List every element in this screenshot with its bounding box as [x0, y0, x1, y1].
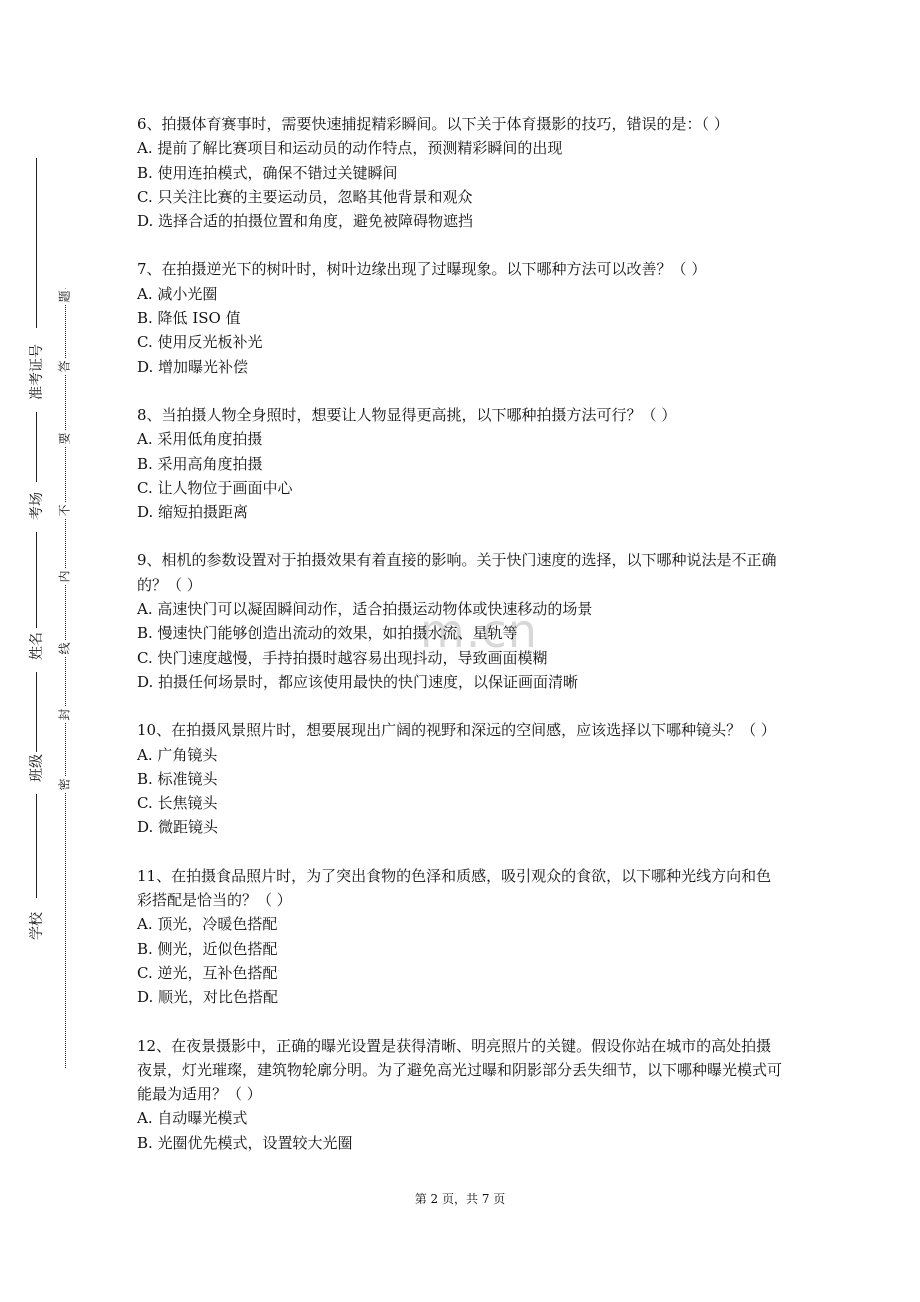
question-stem: 10、在拍摄风景照片时，想要展现出广阔的视野和深远的空间感，应该选择以下哪种镜头？（ ） — [137, 721, 776, 740]
seal-char: 要 — [57, 432, 72, 445]
option-b: B. 使用连拍模式，确保不错过关键瞬间 — [137, 163, 398, 182]
option-a: A. 提前了解比赛项目和运动员的动作特点，预测精彩瞬间的出现 — [137, 139, 563, 158]
option-b: B. 采用高角度拍摄 — [137, 454, 263, 473]
option-c: C. 逆光，互补色搭配 — [137, 963, 278, 982]
option-c: C. 长焦镜头 — [137, 794, 218, 813]
field-underline — [36, 412, 37, 482]
seal-char: 密 — [57, 778, 72, 791]
question-stem: 7、在拍摄逆光下的树叶时，树叶边缘出现了过曝现象。以下哪种方法可以改善？（ ） — [137, 260, 707, 279]
option-d: D. 增加曝光补偿 — [137, 357, 249, 376]
question-12 — [137, 1034, 785, 1155]
seal-char: 封 — [57, 708, 72, 721]
option-d: D. 选择合适的拍摄位置和角度，避免被障碍物遮挡 — [137, 212, 474, 231]
question-stem: 11、在拍摄食品照片时，为了突出食物的色泽和质感，吸引观众的食欲，以下哪种光线方向和色彩搭配是恰当的？（ ） — [137, 866, 772, 910]
question-stem: 12、在夜景摄影中，正确的曝光设置是获得清晰、明亮照片的关键。假设你站在城市的高处拍摄夜景，灯光璀璨，建筑物轮廓分明。为了避免高光过曝和阴影部分丢失细节，以下哪种曝光模式可能最为适用？（ ） — [137, 1036, 783, 1104]
question-8 — [137, 403, 785, 524]
option-c: C. 使用反光板补光 — [137, 333, 263, 352]
page-number: 第 2 页，共 7 页 — [414, 1192, 506, 1206]
option-d: D. 微距镜头 — [137, 818, 219, 837]
option-c: C. 快门速度越慢，手持拍摄时越容易出现抖动，导致画面模糊 — [137, 648, 548, 667]
option-b: B. 光圈优先模式，设置较大光圈 — [137, 1133, 353, 1152]
seal-char: 不 — [57, 504, 72, 517]
field-underline — [36, 158, 37, 328]
option-a: A. 减小光圈 — [137, 284, 218, 303]
question-9 — [137, 548, 785, 694]
question-stem: 8、当拍摄人物全身照时，想要让人物显得更高挑，以下哪种拍摄方法可行？（ ） — [137, 405, 677, 424]
field-label-exam-room: 考场 — [29, 492, 45, 520]
question-stem: 6、拍摄体育赛事时，需要快速捕捉精彩瞬间。以下关于体育摄影的技巧，错误的是：（ ） — [137, 115, 729, 133]
field-label-name: 姓名 — [29, 632, 45, 660]
binding-margin — [0, 140, 90, 940]
option-b: B. 侧光，近似色搭配 — [137, 939, 278, 958]
seal-char: 内 — [57, 570, 72, 583]
field-underline — [36, 672, 37, 752]
question-list — [137, 112, 785, 1179]
option-a: A. 顶光，冷暖色搭配 — [137, 915, 278, 934]
field-underline — [36, 794, 37, 898]
question-11 — [137, 864, 785, 1010]
option-a: A. 高速快门可以凝固瞬间动作，适合拍摄运动物体或快速移动的场景 — [137, 600, 593, 619]
field-label-school: 学校 — [29, 912, 45, 940]
option-a: A. 采用低角度拍摄 — [137, 430, 263, 449]
field-label-class: 班级 — [29, 754, 45, 782]
option-c: C. 只关注比赛的主要运动员，忽略其他背景和观众 — [137, 187, 473, 206]
question-stem: 9、相机的参数设置对于拍摄效果有着直接的影响。关于快门速度的选择，以下哪种说法是不正确的？（ ） — [137, 551, 777, 594]
seal-char: 答 — [57, 360, 72, 373]
field-label-exam-number: 准考证号 — [29, 344, 45, 400]
seal-char: 题 — [57, 290, 72, 303]
question-6 — [137, 112, 785, 233]
option-b: B. 慢速快门能够创造出流动的效果，如拍摄水流、星轨等 — [137, 624, 518, 643]
option-b: B. 降低 ISO 值 — [137, 309, 241, 328]
field-underline — [36, 532, 37, 628]
option-a: A. 自动曝光模式 — [137, 1109, 248, 1128]
option-d: D. 缩短拍摄距离 — [137, 503, 249, 522]
option-d: D. 拍摄任何场景时，都应该使用最快的快门速度，以保证画面清晰 — [137, 672, 579, 691]
seal-dotted-line — [65, 288, 66, 1068]
question-10 — [137, 718, 785, 839]
option-d: D. 顺光，对比色搭配 — [137, 988, 279, 1007]
option-c: C. 让人物位于画面中心 — [137, 478, 293, 497]
option-a: A. 广角镜头 — [137, 745, 218, 764]
watermark: m.cn — [420, 604, 538, 658]
question-7 — [137, 257, 785, 378]
option-b: B. 标准镜头 — [137, 769, 218, 788]
seal-char: 线 — [57, 642, 72, 655]
